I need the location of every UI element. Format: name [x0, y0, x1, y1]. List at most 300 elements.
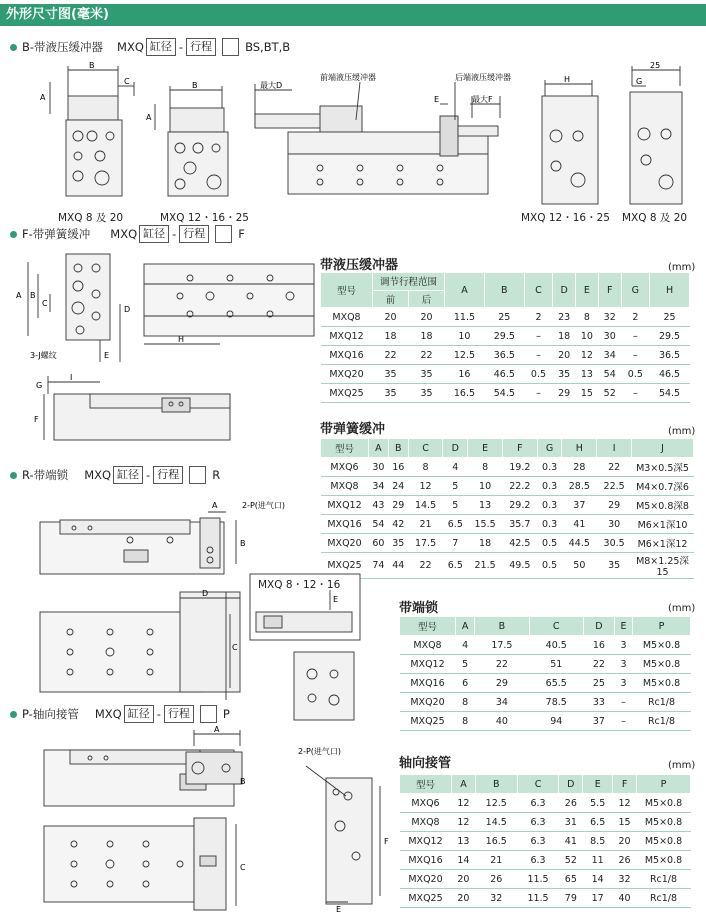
model-cell: MXQ25	[400, 889, 452, 908]
value-cell: 15.5	[468, 515, 503, 534]
value-cell: 54	[369, 515, 389, 534]
value-cell: 5	[443, 477, 468, 496]
section-b-label: B-带液压缓冲器	[22, 40, 104, 54]
value-cell: 31	[559, 813, 583, 832]
value-cell: 20	[613, 832, 637, 851]
value-cell: 15	[576, 384, 599, 403]
lock-table-title: 带端锁	[399, 601, 439, 616]
model-cell: MXQ20	[321, 365, 373, 384]
col-header: H	[562, 439, 597, 458]
value-cell: 94	[529, 712, 583, 731]
value-cell: 10	[576, 327, 599, 346]
dim-i-label: I	[70, 373, 73, 382]
table-row	[400, 889, 691, 908]
table-row	[321, 458, 694, 477]
value-cell: 65.5	[529, 674, 583, 693]
dim-f-label: F	[384, 837, 389, 846]
col-header: G	[537, 439, 562, 458]
dim-e-label: E	[336, 905, 342, 914]
section-b-bore: 缸径	[146, 38, 176, 56]
value-cell: 0.5	[537, 553, 562, 579]
value-cell: 52	[559, 851, 583, 870]
value-cell: 20	[373, 308, 409, 327]
value-cell: 46.5	[650, 365, 690, 384]
section-f-model: MXQ	[110, 227, 138, 241]
value-cell: 13	[576, 365, 599, 384]
dim-b-label: B	[89, 61, 95, 70]
value-cell: 30	[369, 458, 389, 477]
dim-e-label: E	[434, 95, 440, 104]
value-cell: 8	[408, 458, 443, 477]
table-row	[400, 870, 691, 889]
value-cell: 5	[443, 496, 468, 515]
section-b-drawings	[30, 56, 706, 216]
value-cell: –	[524, 346, 552, 365]
value-cell: 8	[456, 712, 475, 731]
value-cell: Rc1/8	[633, 693, 691, 712]
value-cell: 3	[614, 674, 632, 693]
value-cell: 30	[598, 327, 621, 346]
section-r-detail	[290, 646, 370, 726]
value-cell: M5×0.8深8	[632, 496, 694, 515]
model-cell: MXQ12	[321, 327, 373, 346]
model-cell: MXQ16	[400, 674, 456, 693]
value-cell: 43	[369, 496, 389, 515]
value-cell: 35	[553, 365, 576, 384]
value-cell: 54.5	[484, 384, 524, 403]
section-f-blank-box	[215, 225, 232, 243]
section-r-suffix: R	[212, 468, 221, 482]
section-r-heading: R-带端锁 MXQ 缸径 - 行程 R	[10, 466, 220, 484]
value-cell: 41	[559, 832, 583, 851]
value-cell: 13	[452, 832, 476, 851]
col-header: P	[637, 775, 691, 794]
value-cell: 25	[583, 674, 614, 693]
value-cell: 25	[484, 308, 524, 327]
absorber-table-unit: (mm)	[668, 262, 696, 273]
value-cell: –	[614, 712, 632, 731]
value-cell: 14.5	[475, 813, 517, 832]
value-cell: 3	[614, 655, 632, 674]
value-cell: 12	[576, 346, 599, 365]
value-cell: 4	[443, 458, 468, 477]
col-header: G	[621, 273, 649, 308]
value-cell: 7	[443, 534, 468, 553]
table-row	[400, 655, 691, 674]
model-cell: MXQ25	[321, 553, 369, 579]
section-b-model: MXQ	[117, 40, 144, 54]
value-cell: 5.5	[583, 794, 613, 813]
value-cell: –	[524, 327, 552, 346]
section-p-stroke: 行程	[164, 705, 194, 723]
value-cell: 17	[583, 889, 613, 908]
caption-mxq8-20-right: MXQ 8 及 20	[622, 212, 688, 224]
col-header-model: 型号	[321, 273, 373, 308]
lock-table	[399, 616, 691, 731]
section-r-blank-box	[189, 466, 206, 484]
value-cell: 12	[452, 813, 476, 832]
value-cell: 44	[388, 553, 408, 579]
col-header: C	[524, 273, 552, 308]
dim-d-label: D	[202, 589, 209, 598]
col-header: B	[475, 775, 517, 794]
dim-c-label: C	[240, 863, 246, 872]
dim-a-label: A	[16, 291, 22, 300]
value-cell: 35	[597, 553, 632, 579]
value-cell: 21.5	[468, 553, 503, 579]
table-row	[400, 794, 691, 813]
value-cell: 12.5	[475, 794, 517, 813]
absorber-table-title: 带液压缓冲器	[320, 258, 399, 273]
value-cell: 29.2	[502, 496, 537, 515]
value-cell: 16.5	[475, 832, 517, 851]
section-p-heading: P-轴向接管 MXQ 缸径 - 行程 P	[10, 705, 230, 723]
value-cell: 6.5	[443, 553, 468, 579]
value-cell: 29	[388, 496, 408, 515]
value-cell: 20	[409, 308, 445, 327]
value-cell: 36.5	[650, 346, 690, 365]
value-cell: 11.5	[517, 870, 559, 889]
rear-absorber-label: 后端液压缓冲器	[455, 73, 511, 82]
caption-mxq8-20-left: MXQ 8 及 20	[58, 212, 124, 224]
value-cell: 16	[388, 458, 408, 477]
col-header: P	[633, 617, 691, 636]
value-cell: 42	[388, 515, 408, 534]
table-row	[400, 636, 691, 655]
table-row	[321, 308, 690, 327]
col-header: E	[614, 617, 632, 636]
caption-mxq12-25-left: MXQ 12・16・25	[160, 212, 249, 224]
dim-a-label: A	[40, 93, 46, 102]
dim-b-label: B	[240, 777, 246, 786]
value-cell: 12	[452, 794, 476, 813]
value-cell: 74	[369, 553, 389, 579]
model-cell: MXQ16	[321, 515, 369, 534]
section-f-label: F-带弹簧缓冲	[22, 227, 91, 241]
value-cell: 22	[475, 655, 529, 674]
value-cell: 10	[468, 477, 503, 496]
col-header: 型号	[400, 617, 456, 636]
value-cell: 12.5	[445, 346, 485, 365]
value-cell: 29	[475, 674, 529, 693]
value-cell: 16	[445, 365, 485, 384]
value-cell: 21	[408, 515, 443, 534]
value-cell: 29	[597, 496, 632, 515]
col-header: A	[445, 273, 485, 308]
value-cell: 26	[559, 794, 583, 813]
value-cell: 8.5	[583, 832, 613, 851]
axial-table-unit: (mm)	[668, 760, 696, 771]
col-header: E	[583, 775, 613, 794]
col-header: H	[650, 273, 690, 308]
value-cell: 0.5	[621, 365, 649, 384]
dim-h-label: H	[564, 75, 571, 84]
value-cell: 6.5	[583, 813, 613, 832]
value-cell: 20	[452, 889, 476, 908]
value-cell: M5×0.8	[637, 794, 691, 813]
value-cell: 65	[559, 870, 583, 889]
value-cell: 40	[475, 712, 529, 731]
value-cell: 28	[562, 458, 597, 477]
dim-c-label: C	[42, 299, 48, 308]
col-header: 型号	[321, 439, 369, 458]
value-cell: 28.5	[562, 477, 597, 496]
value-cell: –	[621, 327, 649, 346]
value-cell: 24	[388, 477, 408, 496]
value-cell: 12	[408, 477, 443, 496]
section-r-bore: 缸径	[113, 466, 143, 484]
model-cell: MXQ8	[400, 636, 456, 655]
value-cell: 54	[598, 365, 621, 384]
value-cell: Rc1/8	[637, 870, 691, 889]
value-cell: 8	[576, 308, 599, 327]
value-cell: 60	[369, 534, 389, 553]
value-cell: 11.5	[445, 308, 485, 327]
model-cell: MXQ6	[321, 458, 369, 477]
dim-g-label: G	[36, 381, 43, 390]
value-cell: M5×0.8	[633, 674, 691, 693]
value-cell: 54.5	[650, 384, 690, 403]
value-cell: 35.7	[502, 515, 537, 534]
value-cell: 14	[452, 851, 476, 870]
value-cell: 11.5	[517, 889, 559, 908]
dim-a2-label: A	[146, 113, 152, 122]
bullet-icon	[10, 711, 17, 718]
value-cell: 40.5	[529, 636, 583, 655]
value-cell: 37	[583, 712, 614, 731]
section-p-suffix: P	[222, 707, 230, 721]
dim-a-label: A	[214, 725, 220, 734]
value-cell: 8	[468, 458, 503, 477]
col-header: D	[553, 273, 576, 308]
value-cell: 20	[553, 346, 576, 365]
value-cell: 26	[613, 851, 637, 870]
value-cell: 20	[452, 870, 476, 889]
value-cell: M6×1深12	[632, 534, 694, 553]
table-row	[400, 693, 691, 712]
axial-table-title: 轴向接管	[399, 756, 452, 771]
value-cell: 30	[597, 515, 632, 534]
table-row	[321, 384, 690, 403]
dim-e-label: E	[104, 351, 110, 360]
model-cell: MXQ20	[400, 870, 452, 889]
dim-a-label: A	[212, 501, 218, 510]
bullet-icon	[10, 472, 17, 479]
page-header: 外形尺寸图(毫米)	[0, 4, 706, 26]
spring-table-title: 带弹簧缓冲	[320, 422, 386, 437]
value-cell: 19.2	[502, 458, 537, 477]
value-cell: 18	[553, 327, 576, 346]
value-cell: 14.5	[408, 496, 443, 515]
value-cell: 23	[553, 308, 576, 327]
value-cell: 22.5	[597, 477, 632, 496]
value-cell: 52	[598, 384, 621, 403]
section-p-drawings	[30, 726, 390, 914]
model-cell: MXQ8	[321, 308, 373, 327]
value-cell: 78.5	[529, 693, 583, 712]
value-cell: 22	[408, 553, 443, 579]
col-header: B	[484, 273, 524, 308]
value-cell: 36.5	[484, 346, 524, 365]
model-cell: MXQ6	[400, 794, 452, 813]
value-cell: 29	[553, 384, 576, 403]
col-header: E	[576, 273, 599, 308]
value-cell: 5	[456, 655, 475, 674]
col-header: D	[583, 617, 614, 636]
value-cell: 2	[524, 308, 552, 327]
table-row	[400, 674, 691, 693]
value-cell: M5×0.8	[637, 832, 691, 851]
dim-b2-label: B	[192, 81, 198, 90]
axial-table	[399, 774, 691, 908]
value-cell: 42.5	[502, 534, 537, 553]
value-cell: 22	[373, 346, 409, 365]
col-header: A	[452, 775, 476, 794]
max-f-label: 最大F	[472, 95, 493, 104]
section-p-bore: 缸径	[124, 705, 154, 723]
value-cell: 30.5	[597, 534, 632, 553]
value-cell: 4	[456, 636, 475, 655]
value-cell: 6	[456, 674, 475, 693]
col-header: E	[468, 439, 503, 458]
value-cell: 17.5	[408, 534, 443, 553]
value-cell: 37	[562, 496, 597, 515]
section-f-suffix: F	[238, 227, 245, 241]
model-cell: MXQ20	[400, 693, 456, 712]
dim-c-label: C	[124, 77, 130, 86]
section-r-stroke: 行程	[153, 466, 183, 484]
value-cell: M4×0.7深6	[632, 477, 694, 496]
col-header: B	[475, 617, 529, 636]
value-cell: Rc1/8	[633, 712, 691, 731]
max-d-label: 最大D	[260, 81, 283, 90]
model-cell: MXQ20	[321, 534, 369, 553]
model-cell: MXQ12	[400, 832, 452, 851]
col-header: C	[529, 617, 583, 636]
value-cell: 13	[468, 496, 503, 515]
value-cell: –	[614, 693, 632, 712]
value-cell: 29.5	[484, 327, 524, 346]
section-f-heading: F-带弹簧缓冲 MXQ 缸径 - 行程 F	[10, 225, 245, 243]
value-cell: 16	[583, 636, 614, 655]
model-cell: MXQ8	[400, 813, 452, 832]
value-cell: 2	[621, 308, 649, 327]
thread-j-label: 3-J螺纹	[30, 351, 57, 360]
value-cell: 16.5	[445, 384, 485, 403]
value-cell: 6.5	[443, 515, 468, 534]
absorber-table	[320, 272, 690, 403]
value-cell: –	[621, 384, 649, 403]
value-cell: 22	[409, 346, 445, 365]
value-cell: 34	[475, 693, 529, 712]
value-cell: 0.3	[537, 477, 562, 496]
table-row	[321, 327, 690, 346]
value-cell: Rc1/8	[637, 889, 691, 908]
value-cell: 17.5	[475, 636, 529, 655]
col-header: F	[502, 439, 537, 458]
col-header: I	[597, 439, 632, 458]
value-cell: 51	[529, 655, 583, 674]
value-cell: 0.5	[537, 534, 562, 553]
value-cell: 22	[597, 458, 632, 477]
value-cell: 40	[613, 889, 637, 908]
model-cell: MXQ25	[321, 384, 373, 403]
value-cell: 35	[388, 534, 408, 553]
value-cell: 22	[583, 655, 614, 674]
dim-c-label: C	[232, 643, 238, 652]
col-header: C	[408, 439, 443, 458]
value-cell: M3×0.5深5	[632, 458, 694, 477]
section-p-blank-box	[200, 705, 217, 723]
model-cell: MXQ12	[321, 496, 369, 515]
value-cell: M5×0.8	[633, 636, 691, 655]
dim-25-label: 25	[650, 61, 661, 70]
value-cell: 18	[468, 534, 503, 553]
value-cell: 12	[613, 794, 637, 813]
value-cell: 26	[475, 870, 517, 889]
table-row	[400, 712, 691, 731]
value-cell: 0.3	[537, 515, 562, 534]
col-header: D	[443, 439, 468, 458]
value-cell: 32	[475, 889, 517, 908]
value-cell: M5×0.8	[637, 851, 691, 870]
col-header: 型号	[400, 775, 452, 794]
value-cell: M5×0.8	[633, 655, 691, 674]
value-cell: 50	[562, 553, 597, 579]
value-cell: 0.5	[524, 365, 552, 384]
col-header: A	[456, 617, 475, 636]
value-cell: 25	[650, 308, 690, 327]
lock-table-unit: (mm)	[668, 603, 696, 614]
col-header: F	[598, 273, 621, 308]
model-cell: MXQ16	[400, 851, 452, 870]
value-cell: 34	[598, 346, 621, 365]
section-b-blank-box	[222, 38, 239, 56]
value-cell: –	[524, 384, 552, 403]
col-header: J	[632, 439, 694, 458]
section-p-label: P-轴向接管	[22, 707, 79, 721]
value-cell: 35	[409, 365, 445, 384]
dim-h-label: H	[178, 335, 185, 344]
value-cell: 10	[445, 327, 485, 346]
col-header: B	[388, 439, 408, 458]
value-cell: 29.5	[650, 327, 690, 346]
col-header: D	[559, 775, 583, 794]
value-cell: 6.3	[517, 851, 559, 870]
value-cell: M5×0.8	[637, 813, 691, 832]
value-cell: 6.3	[517, 794, 559, 813]
port-p-label: 2-P(进气口)	[298, 747, 342, 756]
value-cell: –	[621, 346, 649, 365]
value-cell: 0.3	[537, 496, 562, 515]
value-cell: 44.5	[562, 534, 597, 553]
value-cell: M6×1深10	[632, 515, 694, 534]
col-header: C	[517, 775, 559, 794]
value-cell: 35	[373, 365, 409, 384]
model-cell: MXQ8	[321, 477, 369, 496]
caption-inset-r: MXQ 8・12・16	[258, 579, 341, 591]
dim-b-label: B	[240, 539, 246, 548]
dim-e-label: E	[333, 595, 339, 604]
value-cell: 35	[409, 384, 445, 403]
dim-f-label: F	[34, 415, 39, 424]
value-cell: M8×1.25深15	[632, 553, 694, 579]
value-cell: 46.5	[484, 365, 524, 384]
caption-mxq12-25-right: MXQ 12・16・25	[521, 212, 610, 224]
value-cell: 33	[583, 693, 614, 712]
value-cell: 8	[456, 693, 475, 712]
dim-d-label: D	[124, 305, 131, 314]
